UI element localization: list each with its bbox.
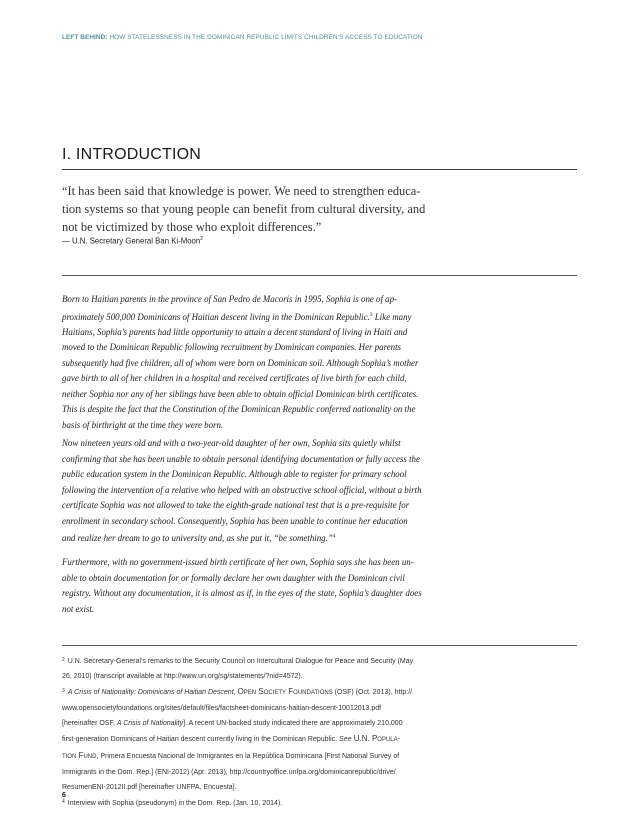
sc-small: PEN: [243, 690, 257, 696]
body-line: gave birth to all of her children in a hospital and received certificates of live birth for each child,: [62, 373, 407, 384]
footnote-ref: 3: [369, 311, 373, 318]
footnote-ref: 4: [332, 533, 336, 539]
footnote-number: 2: [62, 657, 65, 663]
epigraph-rule: [62, 275, 577, 276]
body-line: not exist.: [62, 603, 95, 614]
body-line: subsequently had five children, all of whom were born on Dominican soil. Although Sophia’s mother: [62, 357, 419, 368]
body-line: Now nineteen years old and with a two-year-old daughter of her own, Sophia sits quietly whilst: [62, 438, 401, 448]
attribution-text: — U.N. Secretary General Ban Ki-Moon: [62, 236, 201, 246]
footnote-line: 26, 2010) (transcript available at http://www.un.org/sg/statements/?nid=4572).: [62, 673, 303, 680]
sc-small: TION: [62, 754, 77, 760]
sc-small: OUNDATIONS: [293, 690, 333, 696]
section-title: I. INTRODUCTION: [62, 146, 201, 163]
epigraph-line: tion systems so that young people can benefit from cultural diversity, and: [62, 202, 426, 216]
osf-name: [238, 687, 333, 696]
body-line-text: proximately 500,000 Dominicans of Haitian descent living in the Dominican Republic.: [62, 311, 370, 322]
footnote-text: first-generation Dominicans of Haitian descent currently living in the Dominican Republic.: [62, 736, 340, 743]
body-line: following the intervention of a relative who helped with an obstructive school official, without a birth: [62, 484, 422, 495]
footnote-text: Interview with Sophia (pseudonym) in the Dom. Rep. (Jan. 10, 2014).: [67, 800, 283, 807]
epigraph-quote: [62, 182, 577, 236]
footnote-line: [62, 716, 582, 731]
body-line: [62, 308, 582, 325]
footnotes: [62, 653, 582, 811]
body-line: Born to Haitian parents in the province of San Pedro de Macoris in 1995, Sophia is one of ap-: [62, 294, 397, 304]
footnote-title: A Crisis of Nationality: [116, 720, 184, 727]
body-line: neither Sophia nor any of her siblings have been able to obtain official Dominican birth certificates.: [62, 388, 419, 399]
footnote-line: Immigrants in the Dom. Rep.] (ENI-2012) (Apr. 2013), http://countryoffice.unfpa.org/dominicanrepublic/drive/: [62, 769, 396, 776]
paragraph-2: [62, 436, 582, 546]
footnote-text: ]. A recent UN-backed study indicated there are approximately 210,000: [183, 720, 403, 727]
footnote-line: [62, 731, 582, 748]
sc-cap: F: [288, 687, 294, 696]
body-line-tail: Like many: [372, 311, 412, 322]
unpf-name-cont: [62, 751, 96, 760]
epigraph-line: not be victimized by those who exploit differences.”: [62, 220, 322, 234]
footnote-text: [hereinafter OSF,: [62, 720, 117, 727]
footnote-rule: [62, 645, 577, 646]
body-line-text: and realize her dream to go to university and, as she put it, “be something.”: [62, 532, 333, 543]
paragraph-1: [62, 292, 582, 433]
epigraph-line: “It has been said that knowledge is power. We need to strengthen educa-: [62, 184, 421, 198]
sc-small: OPULA: [377, 737, 398, 743]
body-line: public education system in the Dominican Republic. Although able to register for primary school: [62, 469, 407, 479]
page-number: 6: [62, 792, 66, 799]
body-line: This is despite the fact that the Constitution of the Dominican Republic conferred nationality on the: [62, 404, 416, 415]
body-line: moved to the Dominican Republic following recruitment by Dominican companies. Her parents: [62, 342, 401, 353]
epigraph-attribution: [62, 236, 203, 246]
sc-cap: O: [237, 687, 244, 696]
footnote-text: U.N. Secretary-General’s remarks to the Security Council on Intercultural Dialogue for Peace and Security (May: [67, 658, 414, 665]
sc-cap: S: [258, 687, 264, 696]
body-line: registry. Without any documentation, it is almost as if, in the eyes of the state, Sophia’s daughter does: [62, 588, 422, 598]
body-line: Haitians, Sophia’s parents had little opportunity to attain a decent standard of living in Haiti and: [62, 326, 408, 337]
footnote-text: , Primera Encuesta Nacional de Inmigrantes en la República Dominicana [First National Survey of: [96, 753, 400, 760]
unpf-name: [352, 734, 401, 743]
title-rule: [62, 169, 577, 170]
body-line: Furthermore, with no government-issued birth certificate of her own, Sophia says she has been un-: [62, 557, 414, 567]
footnote-2: [62, 653, 582, 669]
hyphen: -: [397, 734, 401, 743]
running-header-title: HOW STATELESSNESS IN THE DOMINICAN REPUBLIC LIMITS CHILDREN’S ACCESS TO EDUCATION: [107, 34, 423, 41]
footnote-line: www.opensocietyfoundations.org/sites/default/files/factsheet-dominicans-haitian-descent-10012013.pdf: [62, 705, 382, 712]
footnote-line: ResumenENI-2012II.pdf [hereinafter UNFPA, Encuesta].: [62, 784, 237, 791]
footnote-title: A Crisis of Nationality: Dominicans of Haitian Descent,: [67, 689, 236, 696]
footnote-ref: 2: [200, 236, 204, 242]
paragraph-3: [62, 555, 582, 617]
body-line: confirming that she has been unable to obtain personal identifying documentation or fully access the: [62, 453, 420, 464]
running-header-bold: LEFT BEHIND:: [62, 34, 108, 41]
sc-small: OCIETY: [263, 690, 287, 696]
footnote-text: (OSF) (Oct. 2013), http://: [332, 689, 413, 696]
body-line: [62, 529, 582, 546]
footnote-line: [62, 748, 582, 765]
footnote-number: 3: [62, 688, 65, 694]
sc-cap: F: [76, 751, 84, 760]
sc-small: UND: [83, 754, 97, 760]
running-header: [62, 34, 582, 41]
body-line: enrollment in secondary school. Consequently, Sophia has been unable to continue her education: [62, 515, 408, 526]
footnote-3: [62, 684, 582, 701]
body-line: able to obtain documentation for or formally declare her own daughter with the Dominican civil: [62, 572, 405, 583]
body-line: basis of birthright at the time they were born.: [62, 419, 224, 430]
footnote-signal: See: [339, 736, 352, 743]
body-line: certificate Sophia was not allowed to take the eighth-grade national test that is a pre-requisite for: [62, 500, 410, 510]
footnote-4: [62, 795, 582, 811]
sc-cap: U.N. P: [351, 734, 378, 743]
footnote-number: 4: [62, 799, 65, 805]
